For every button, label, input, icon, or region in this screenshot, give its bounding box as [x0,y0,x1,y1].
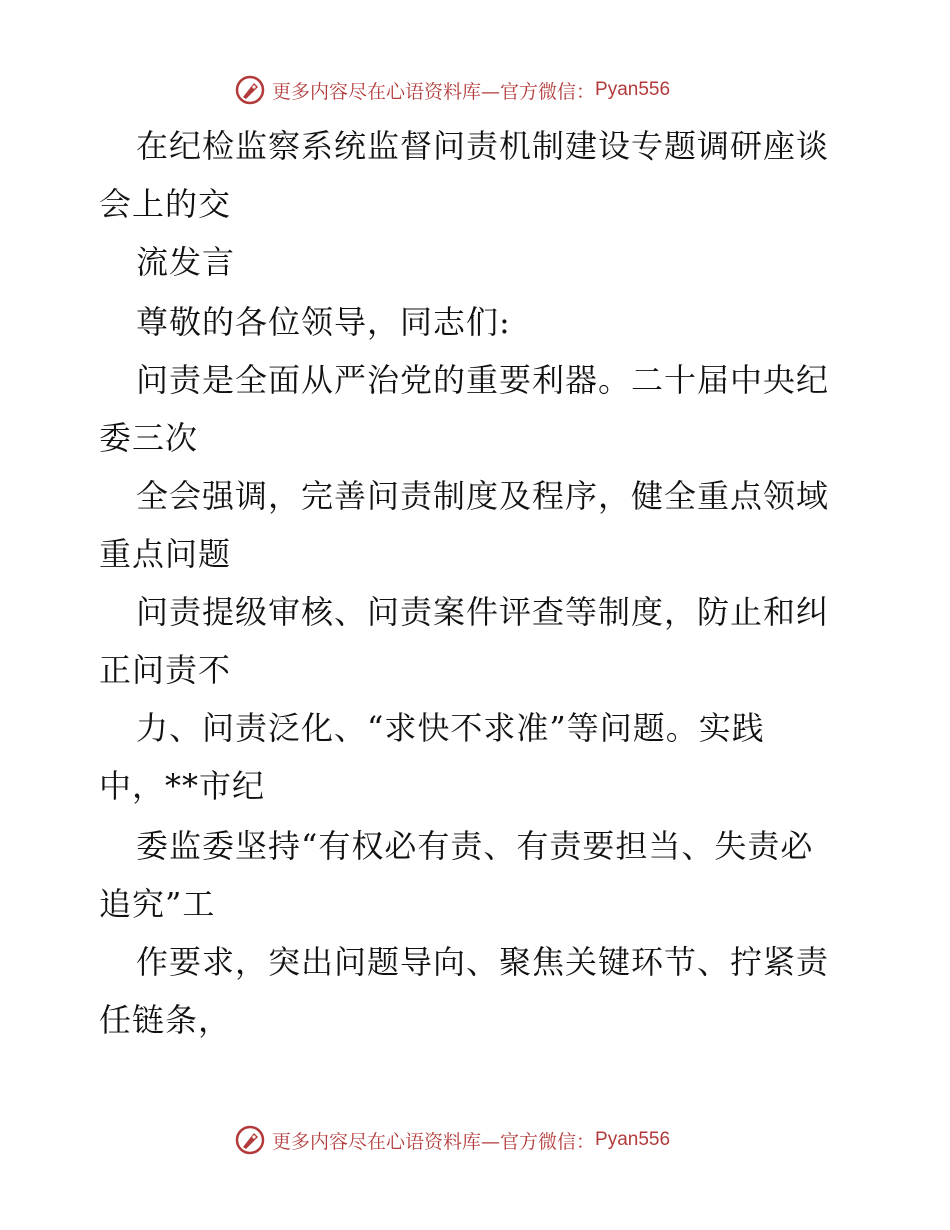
paragraph-line: 委三次 [99,419,199,457]
watermark-text: 更多内容尽在心语资料库—官方微信： [272,1130,596,1153]
paragraph-line: 追究”工 [99,885,216,923]
title-line-1: 在纪检监察系统监督问责机制建设专题调研座谈 [136,127,830,165]
paragraph-line: 正问责不 [99,651,232,689]
paragraph-line: 作要求，突出问题导向、聚焦关键环节、拧紧责 [136,943,830,981]
bottom-watermark-banner [234,1122,670,1158]
watermark-wechat-id: Pyan556 [595,1129,671,1150]
paragraph-line: 问责提级审核、问责案件评查等制度，防止和纠 [136,593,830,631]
watermark-text: 更多内容尽在心语资料库—官方微信： [272,80,596,103]
paragraph-line: 力、问责泛化、“求快不求准”等问题。实践 [136,709,765,747]
greeting-line: 尊敬的各位领导，同志们: [136,303,511,341]
watermark-wechat-id: Pyan556 [595,79,671,100]
title-line-3: 流发言 [136,243,236,281]
paragraph-line: 全会强调，完善问责制度及程序，健全重点领域 [136,477,830,515]
pen-nib-circle-icon [234,1124,266,1156]
paragraph-line: 中，**市纪 [99,767,266,805]
paragraph-line: 重点问题 [99,535,232,573]
paragraph-line: 委监委坚持“有权必有责、有责要担当、失责必 [136,827,814,865]
title-line-2: 会上的交 [99,185,232,223]
paragraph-line: 问责是全面从严治党的重要利器。二十届中央纪 [136,361,830,399]
paragraph-line: 任链条， [99,1001,232,1039]
